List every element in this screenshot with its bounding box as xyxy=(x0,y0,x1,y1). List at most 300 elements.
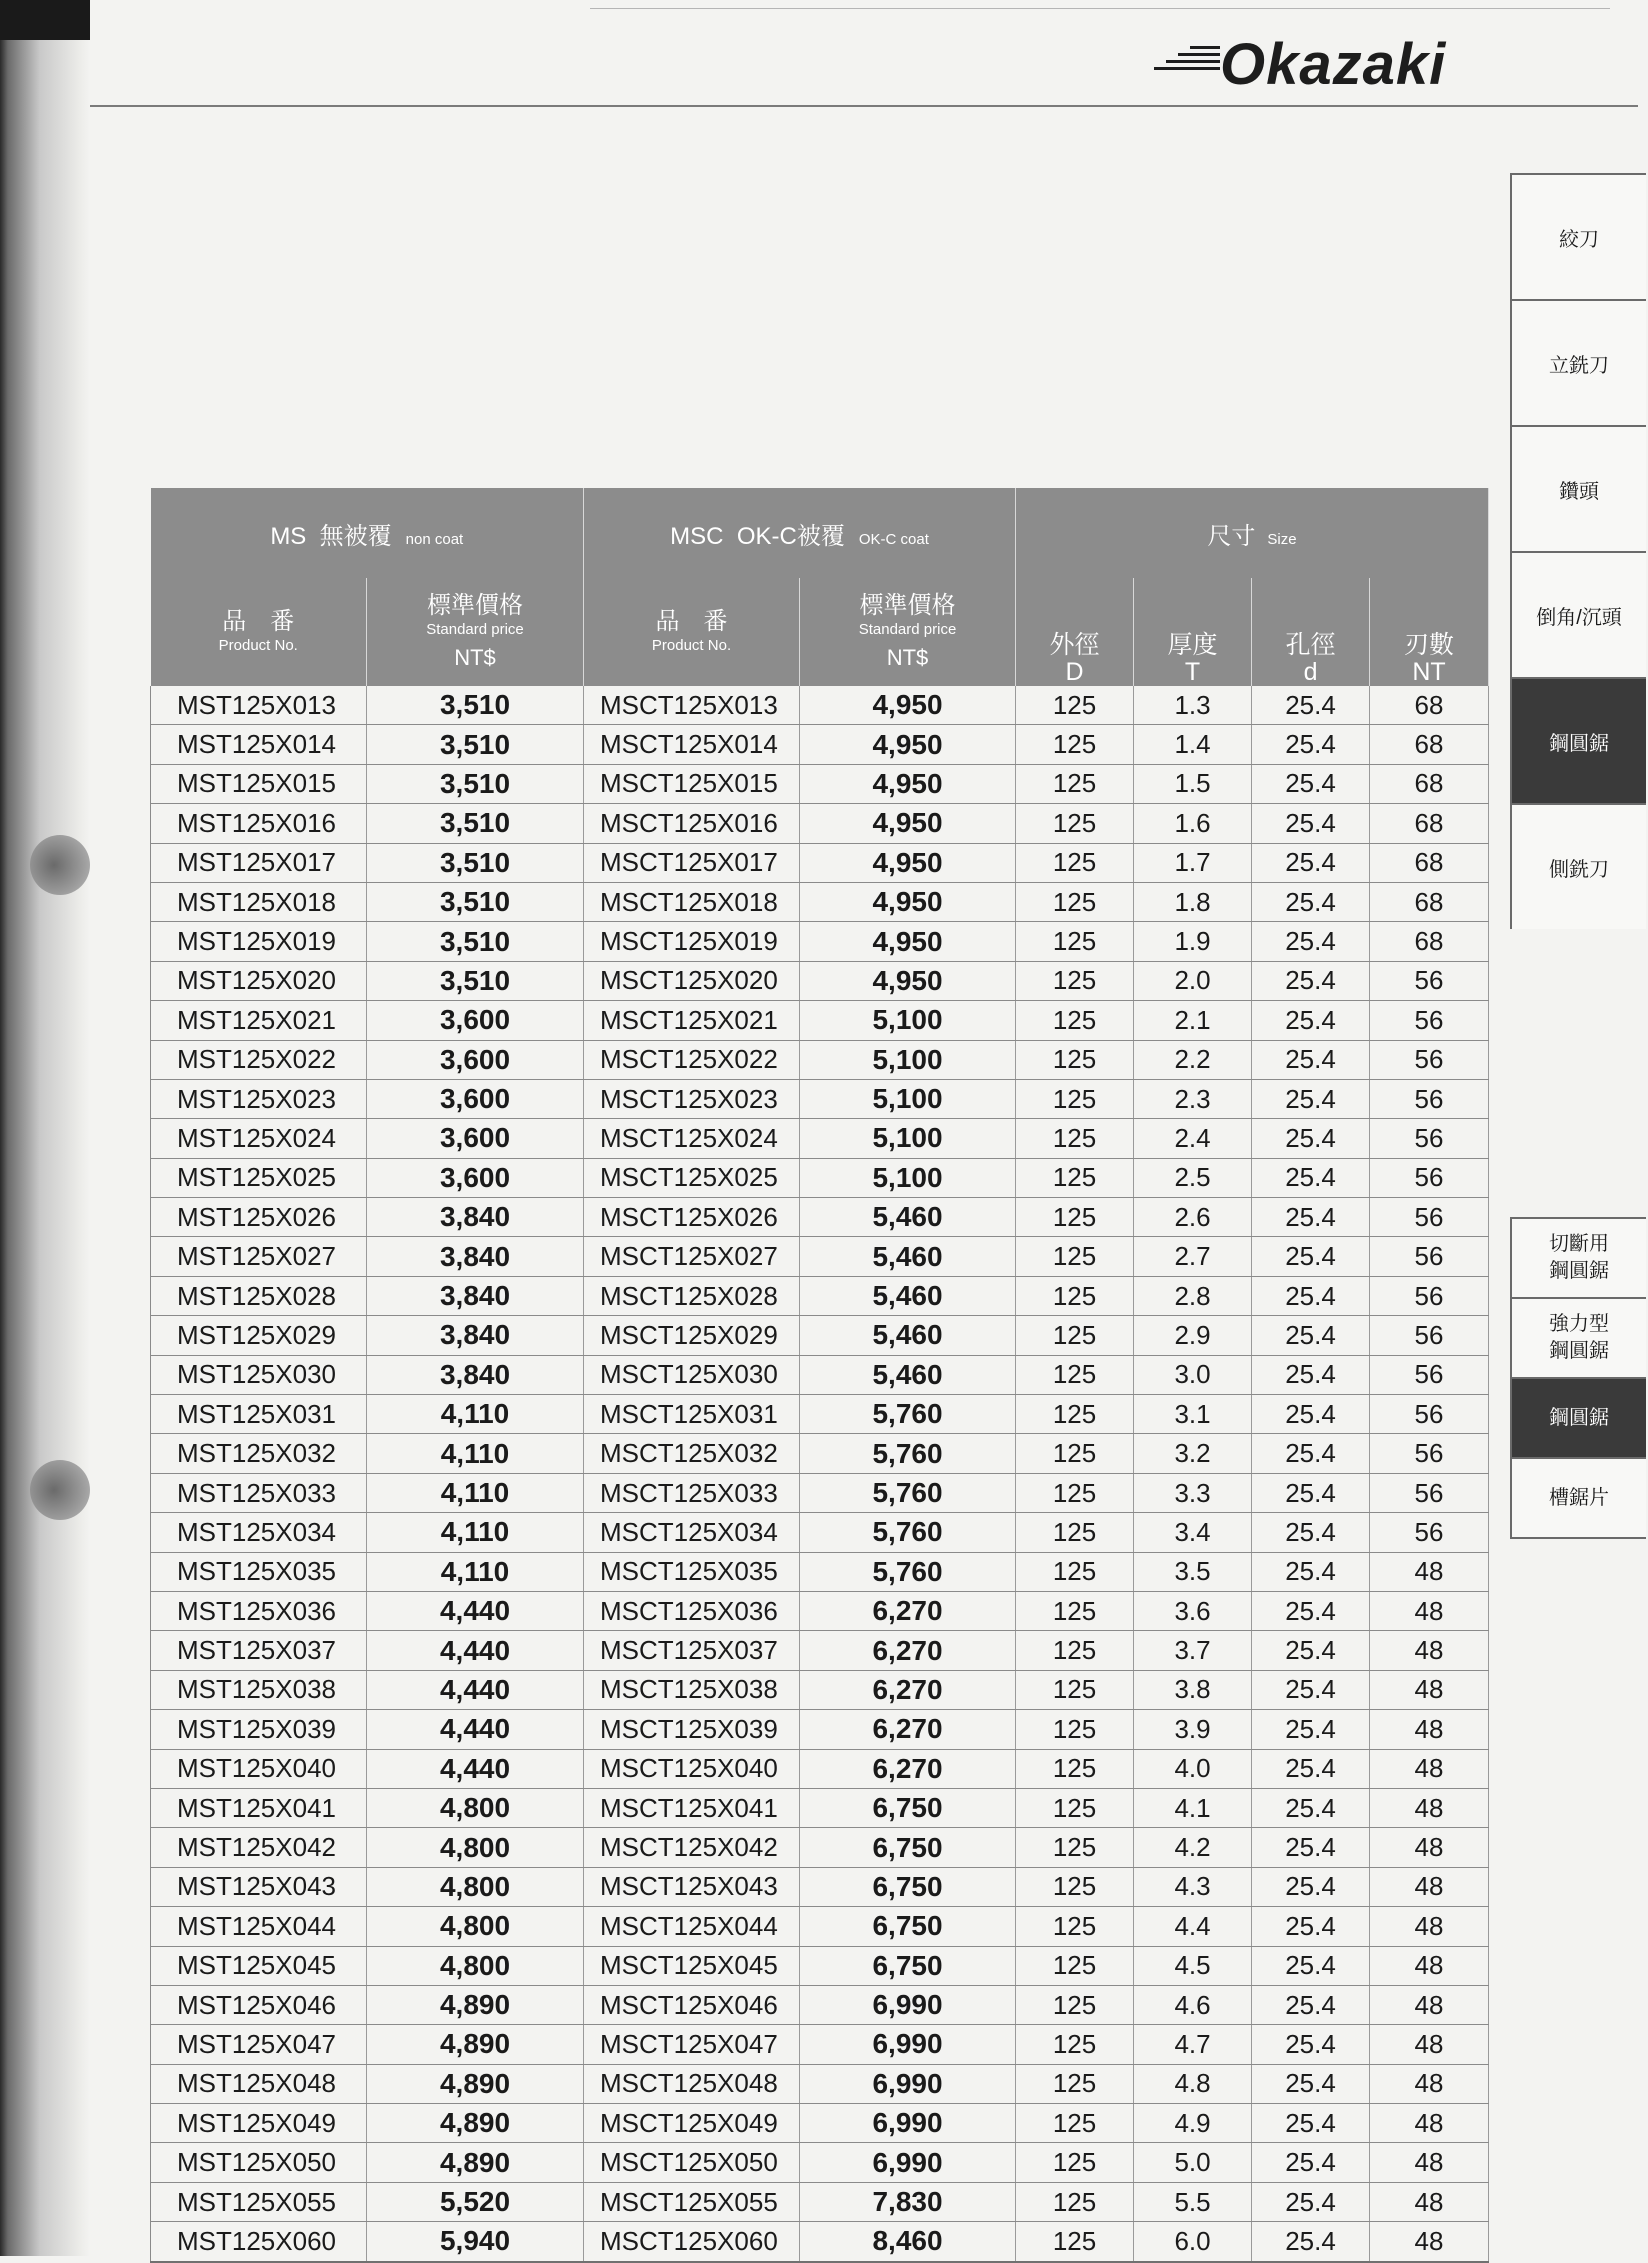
bore-cell: 25.4 xyxy=(1252,1749,1370,1788)
bore-cell: 25.4 xyxy=(1252,1119,1370,1158)
table-row xyxy=(151,1237,1489,1276)
outer-diameter-cell: 125 xyxy=(1016,1316,1134,1355)
msc-price-cell: 5,460 xyxy=(800,1355,1016,1394)
thickness-cell: 4.3 xyxy=(1134,1867,1252,1906)
outer-diameter-cell: 125 xyxy=(1016,1434,1134,1473)
thickness-cell: 1.4 xyxy=(1134,725,1252,764)
table-row xyxy=(151,882,1489,921)
ms-price-cell: 4,800 xyxy=(367,1907,584,1946)
outer-diameter-cell: 125 xyxy=(1016,2182,1134,2221)
ms-price-cell: 4,800 xyxy=(367,1867,584,1906)
msc-price-cell: 6,750 xyxy=(800,1788,1016,1827)
ms-price-cell: 4,440 xyxy=(367,1670,584,1709)
ms-product-no-cell: MST125X041 xyxy=(151,1788,367,1827)
msc-price-cell: 5,100 xyxy=(800,1079,1016,1118)
ms-product-no-cell: MST125X055 xyxy=(151,2182,367,2221)
table-row xyxy=(151,1591,1489,1630)
product-no-en: Product No. xyxy=(218,637,298,654)
outer-diameter-cell: 125 xyxy=(1016,1119,1134,1158)
outer-diameter-cell: 125 xyxy=(1016,1001,1134,1040)
bore-cell: 25.4 xyxy=(1252,1670,1370,1709)
binder-hole xyxy=(30,1460,90,1520)
table-row xyxy=(151,2182,1489,2221)
table-row xyxy=(151,1749,1489,1788)
price-table-body xyxy=(151,686,1489,2262)
category-tabs xyxy=(1510,173,1646,929)
ms-product-no-cell: MST125X022 xyxy=(151,1040,367,1079)
side-tab-4[interactable]: 鋼圓鋸 xyxy=(1512,677,1646,803)
teeth-cell: 56 xyxy=(1370,1040,1489,1079)
msc-product-no-cell: MSCT125X024 xyxy=(584,1119,800,1158)
ms-price-cell: 4,890 xyxy=(367,2025,584,2064)
bore-cell: 25.4 xyxy=(1252,1828,1370,1867)
bore-cell: 25.4 xyxy=(1252,2222,1370,2262)
msc-price-cell: 6,270 xyxy=(800,1710,1016,1749)
price-table xyxy=(150,488,1489,2263)
bore-cell: 25.4 xyxy=(1252,1473,1370,1512)
thickness-cell: 3.2 xyxy=(1134,1434,1252,1473)
book-binding-shadow xyxy=(0,0,90,2256)
teeth-cell: 48 xyxy=(1370,1552,1489,1591)
bore-cell: 25.4 xyxy=(1252,1237,1370,1276)
bore-cell: 25.4 xyxy=(1252,1907,1370,1946)
ms-product-no-header xyxy=(151,578,367,686)
ms-product-no-cell: MST125X048 xyxy=(151,2064,367,2103)
bore-cell: 25.4 xyxy=(1252,1591,1370,1630)
table-row xyxy=(151,1946,1489,1985)
table-row xyxy=(151,1907,1489,1946)
ms-price-cell: 4,890 xyxy=(367,2104,584,2143)
ms-product-no-cell: MST125X043 xyxy=(151,1867,367,1906)
bore-cell: 25.4 xyxy=(1252,2104,1370,2143)
bore-cell: 25.4 xyxy=(1252,1985,1370,2024)
msc-price-cell: 5,760 xyxy=(800,1473,1016,1512)
thickness-cell: 4.0 xyxy=(1134,1749,1252,1788)
teeth-cell: 56 xyxy=(1370,1316,1489,1355)
thickness-cell: 3.7 xyxy=(1134,1631,1252,1670)
msc-product-no-cell: MSCT125X038 xyxy=(584,1670,800,1709)
bore-cell: 25.4 xyxy=(1252,961,1370,1000)
teeth-cell: 68 xyxy=(1370,922,1489,961)
table-row xyxy=(151,1316,1489,1355)
bore-cell: 25.4 xyxy=(1252,2143,1370,2182)
teeth-cell: 56 xyxy=(1370,1158,1489,1197)
ms-price-cell: 4,110 xyxy=(367,1395,584,1434)
msc-product-no-cell: MSCT125X049 xyxy=(584,2104,800,2143)
dim-zh: 孔徑 xyxy=(1285,631,1336,659)
bore-cell: 25.4 xyxy=(1252,1355,1370,1394)
outer-diameter-cell: 125 xyxy=(1016,1788,1134,1827)
ms-product-no-cell: MST125X040 xyxy=(151,1749,367,1788)
thickness-cell: 5.0 xyxy=(1134,2143,1252,2182)
teeth-cell: 68 xyxy=(1370,843,1489,882)
msc-product-no-cell: MSCT125X025 xyxy=(584,1158,800,1197)
outer-diameter-cell: 125 xyxy=(1016,882,1134,921)
price-en: Standard price xyxy=(426,621,524,638)
ms-coat-zh: 無被覆 xyxy=(319,522,392,550)
thickness-cell: 6.0 xyxy=(1134,2222,1252,2262)
ms-product-no-cell: MST125X044 xyxy=(151,1907,367,1946)
msc-price-cell: 4,950 xyxy=(800,882,1016,921)
msc-product-no-cell: MSCT125X043 xyxy=(584,1867,800,1906)
ms-price-cell: 4,890 xyxy=(367,2064,584,2103)
msc-price-cell: 4,950 xyxy=(800,961,1016,1000)
table-row xyxy=(151,1473,1489,1512)
msc-product-no-cell: MSCT125X035 xyxy=(584,1552,800,1591)
ms-product-no-cell: MST125X045 xyxy=(151,1946,367,1985)
teeth-cell: 48 xyxy=(1370,1749,1489,1788)
msc-price-cell: 6,270 xyxy=(800,1591,1016,1630)
thickness-cell: 3.4 xyxy=(1134,1513,1252,1552)
msc-product-no-cell: MSCT125X023 xyxy=(584,1079,800,1118)
ms-product-no-cell: MST125X027 xyxy=(151,1237,367,1276)
msc-product-no-cell: MSCT125X028 xyxy=(584,1276,800,1315)
size-group-header xyxy=(1016,488,1489,578)
thickness-cell: 4.6 xyxy=(1134,1985,1252,2024)
outer-diameter-cell: 125 xyxy=(1016,1591,1134,1630)
msc-price-cell: 6,990 xyxy=(800,2104,1016,2143)
msc-price-cell: 7,830 xyxy=(800,2182,1016,2221)
thickness-cell: 4.4 xyxy=(1134,1907,1252,1946)
thickness-cell: 1.6 xyxy=(1134,804,1252,843)
bore-cell: 25.4 xyxy=(1252,1946,1370,1985)
table-row xyxy=(151,725,1489,764)
ms-product-no-cell: MST125X049 xyxy=(151,2104,367,2143)
ms-product-no-cell: MST125X060 xyxy=(151,2222,367,2262)
msc-product-no-cell: MSCT125X034 xyxy=(584,1513,800,1552)
teeth-cell: 48 xyxy=(1370,2025,1489,2064)
ms-product-no-cell: MST125X035 xyxy=(151,1552,367,1591)
msc-product-no-cell: MSCT125X021 xyxy=(584,1001,800,1040)
teeth-cell: 56 xyxy=(1370,1276,1489,1315)
size-zh: 尺寸 xyxy=(1207,522,1256,550)
ms-product-no-cell: MST125X034 xyxy=(151,1513,367,1552)
ms-price-header xyxy=(367,578,584,686)
outer-diameter-cell: 125 xyxy=(1016,1513,1134,1552)
product-no-zh: 品 番 xyxy=(222,608,295,635)
msc-product-no-cell: MSCT125X029 xyxy=(584,1316,800,1355)
thickness-cell: 1.3 xyxy=(1134,686,1252,725)
outer-diameter-cell: 125 xyxy=(1016,686,1134,725)
outer-diameter-cell: 125 xyxy=(1016,1079,1134,1118)
side-tab-1[interactable]: 立銑刀 xyxy=(1512,299,1646,425)
sub-tab-1[interactable]: 強力型 鋼圓鋸 xyxy=(1512,1297,1646,1377)
ms-price-cell: 4,440 xyxy=(367,1591,584,1630)
msc-price-cell: 4,950 xyxy=(800,843,1016,882)
table-row xyxy=(151,804,1489,843)
dim-sym: NT xyxy=(1412,658,1446,686)
msc-product-no-cell: MSCT125X020 xyxy=(584,961,800,1000)
bore-cell: 25.4 xyxy=(1252,804,1370,843)
dim-header-nt xyxy=(1370,578,1489,686)
bore-cell: 25.4 xyxy=(1252,1552,1370,1591)
teeth-cell: 48 xyxy=(1370,2182,1489,2221)
ms-price-cell: 4,440 xyxy=(367,1631,584,1670)
teeth-cell: 48 xyxy=(1370,1788,1489,1827)
ms-price-cell: 3,510 xyxy=(367,882,584,921)
table-row xyxy=(151,961,1489,1000)
side-tab-2[interactable]: 鑽頭 xyxy=(1512,425,1646,551)
bore-cell: 25.4 xyxy=(1252,1788,1370,1827)
table-row xyxy=(151,2025,1489,2064)
teeth-cell: 56 xyxy=(1370,1473,1489,1512)
ms-product-no-cell: MST125X037 xyxy=(151,1631,367,1670)
side-tab-5[interactable]: 側銑刀 xyxy=(1512,803,1646,929)
ms-product-no-cell: MST125X026 xyxy=(151,1198,367,1237)
ms-price-cell: 3,600 xyxy=(367,1079,584,1118)
ms-price-cell: 4,110 xyxy=(367,1552,584,1591)
sub-tab-0[interactable]: 切斷用 鋼圓鋸 xyxy=(1512,1217,1646,1297)
ms-product-no-cell: MST125X029 xyxy=(151,1316,367,1355)
msc-coat-zh: OK-C被覆 xyxy=(736,522,845,550)
msc-price-header xyxy=(800,578,1016,686)
outer-diameter-cell: 125 xyxy=(1016,1907,1134,1946)
teeth-cell: 68 xyxy=(1370,764,1489,803)
msc-product-no-cell: MSCT125X027 xyxy=(584,1237,800,1276)
msc-price-cell: 6,750 xyxy=(800,1907,1016,1946)
teeth-cell: 48 xyxy=(1370,1946,1489,1985)
teeth-cell: 56 xyxy=(1370,1434,1489,1473)
msc-price-cell: 4,950 xyxy=(800,764,1016,803)
msc-price-cell: 4,950 xyxy=(800,725,1016,764)
binder-hole xyxy=(30,835,90,895)
ms-price-cell: 4,440 xyxy=(367,1749,584,1788)
outer-diameter-cell: 125 xyxy=(1016,843,1134,882)
table-row xyxy=(151,2104,1489,2143)
msc-product-no-cell: MSCT125X060 xyxy=(584,2222,800,2262)
thickness-cell: 2.8 xyxy=(1134,1276,1252,1315)
thickness-cell: 4.7 xyxy=(1134,2025,1252,2064)
outer-diameter-cell: 125 xyxy=(1016,2222,1134,2262)
msc-product-no-cell: MSCT125X022 xyxy=(584,1040,800,1079)
table-row xyxy=(151,922,1489,961)
ms-product-no-cell: MST125X028 xyxy=(151,1276,367,1315)
outer-diameter-cell: 125 xyxy=(1016,1828,1134,1867)
ms-product-no-cell: MST125X023 xyxy=(151,1079,367,1118)
msc-price-cell: 4,950 xyxy=(800,804,1016,843)
msc-product-no-cell: MSCT125X046 xyxy=(584,1985,800,2024)
logo-mark-icon xyxy=(1150,42,1220,86)
sub-tab-3[interactable]: 槽鋸片 xyxy=(1512,1457,1646,1537)
ms-product-no-cell: MST125X047 xyxy=(151,2025,367,2064)
subcategory-tabs xyxy=(1510,1217,1646,1539)
ms-product-no-cell: MST125X032 xyxy=(151,1434,367,1473)
ms-product-no-cell: MST125X020 xyxy=(151,961,367,1000)
ms-product-no-cell: MST125X014 xyxy=(151,725,367,764)
ms-product-no-cell: MST125X013 xyxy=(151,686,367,725)
table-row xyxy=(151,1040,1489,1079)
bore-cell: 25.4 xyxy=(1252,1434,1370,1473)
teeth-cell: 56 xyxy=(1370,961,1489,1000)
outer-diameter-cell: 125 xyxy=(1016,1198,1134,1237)
okazaki-logo xyxy=(1150,30,1490,100)
outer-diameter-cell: 125 xyxy=(1016,2064,1134,2103)
table-row xyxy=(151,686,1489,725)
ms-price-cell: 3,600 xyxy=(367,1119,584,1158)
bore-cell: 25.4 xyxy=(1252,1316,1370,1355)
outer-diameter-cell: 125 xyxy=(1016,804,1134,843)
thickness-cell: 1.8 xyxy=(1134,882,1252,921)
bore-cell: 25.4 xyxy=(1252,1710,1370,1749)
ms-price-cell: 4,890 xyxy=(367,1985,584,2024)
outer-diameter-cell: 125 xyxy=(1016,2025,1134,2064)
ms-price-cell: 3,600 xyxy=(367,1158,584,1197)
msc-product-no-cell: MSCT125X040 xyxy=(584,1749,800,1788)
outer-diameter-cell: 125 xyxy=(1016,1355,1134,1394)
teeth-cell: 56 xyxy=(1370,1119,1489,1158)
outer-diameter-cell: 125 xyxy=(1016,1158,1134,1197)
ms-product-no-cell: MST125X031 xyxy=(151,1395,367,1434)
teeth-cell: 48 xyxy=(1370,1631,1489,1670)
sub-tab-2[interactable]: 鋼圓鋸 xyxy=(1512,1377,1646,1457)
teeth-cell: 48 xyxy=(1370,1828,1489,1867)
bore-cell: 25.4 xyxy=(1252,1040,1370,1079)
table-row xyxy=(151,1119,1489,1158)
ms-price-cell: 3,510 xyxy=(367,725,584,764)
msc-price-cell: 6,750 xyxy=(800,1946,1016,1985)
msc-product-no-cell: MSCT125X018 xyxy=(584,882,800,921)
table-row xyxy=(151,1788,1489,1827)
ms-price-cell: 4,440 xyxy=(367,1710,584,1749)
ms-product-no-cell: MST125X030 xyxy=(151,1355,367,1394)
msc-price-cell: 5,760 xyxy=(800,1513,1016,1552)
ms-price-cell: 4,800 xyxy=(367,1946,584,1985)
msc-product-no-header xyxy=(584,578,800,686)
bore-cell: 25.4 xyxy=(1252,843,1370,882)
binding-top-shadow xyxy=(0,0,90,40)
teeth-cell: 48 xyxy=(1370,2143,1489,2182)
teeth-cell: 56 xyxy=(1370,1001,1489,1040)
header-rule xyxy=(90,105,1638,107)
thickness-cell: 1.9 xyxy=(1134,922,1252,961)
thickness-cell: 3.3 xyxy=(1134,1473,1252,1512)
outer-diameter-cell: 125 xyxy=(1016,1670,1134,1709)
ms-price-cell: 3,510 xyxy=(367,686,584,725)
logo-text: Okazaki xyxy=(1220,32,1447,97)
ms-price-cell: 4,110 xyxy=(367,1513,584,1552)
thickness-cell: 4.5 xyxy=(1134,1946,1252,1985)
ms-price-cell: 3,840 xyxy=(367,1355,584,1394)
msc-price-cell: 5,460 xyxy=(800,1276,1016,1315)
msc-group-header xyxy=(584,488,1016,578)
ms-product-no-cell: MST125X050 xyxy=(151,2143,367,2182)
side-tab-3[interactable]: 倒角/沉頭 xyxy=(1512,551,1646,677)
msc-price-cell: 6,270 xyxy=(800,1749,1016,1788)
ms-price-cell: 4,890 xyxy=(367,2143,584,2182)
ms-code: MS xyxy=(270,522,307,550)
msc-product-no-cell: MSCT125X037 xyxy=(584,1631,800,1670)
bore-cell: 25.4 xyxy=(1252,2025,1370,2064)
side-tab-0[interactable]: 絞刀 xyxy=(1512,173,1646,299)
teeth-cell: 48 xyxy=(1370,1907,1489,1946)
table-row xyxy=(151,1828,1489,1867)
ms-price-cell: 3,840 xyxy=(367,1237,584,1276)
table-row xyxy=(151,1552,1489,1591)
thickness-cell: 4.9 xyxy=(1134,2104,1252,2143)
thickness-cell: 5.5 xyxy=(1134,2182,1252,2221)
msc-product-no-cell: MSCT125X014 xyxy=(584,725,800,764)
table-row xyxy=(151,1513,1489,1552)
bore-cell: 25.4 xyxy=(1252,1631,1370,1670)
table-row xyxy=(151,843,1489,882)
product-no-en: Product No. xyxy=(651,637,732,654)
msc-product-no-cell: MSCT125X048 xyxy=(584,2064,800,2103)
teeth-cell: 56 xyxy=(1370,1355,1489,1394)
msc-product-no-cell: MSCT125X045 xyxy=(584,1946,800,1985)
thickness-cell: 2.7 xyxy=(1134,1237,1252,1276)
bore-cell: 25.4 xyxy=(1252,1276,1370,1315)
teeth-cell: 48 xyxy=(1370,1591,1489,1630)
dim-header-d xyxy=(1016,578,1134,686)
outer-diameter-cell: 125 xyxy=(1016,1631,1134,1670)
table-row xyxy=(151,1985,1489,2024)
ms-price-cell: 5,940 xyxy=(367,2222,584,2262)
table-row xyxy=(151,1867,1489,1906)
msc-price-cell: 6,750 xyxy=(800,1867,1016,1906)
teeth-cell: 68 xyxy=(1370,882,1489,921)
price-unit: NT$ xyxy=(454,645,496,670)
msc-price-cell: 5,760 xyxy=(800,1552,1016,1591)
dim-zh: 刃數 xyxy=(1404,631,1455,659)
msc-product-no-cell: MSCT125X031 xyxy=(584,1395,800,1434)
ms-price-cell: 3,510 xyxy=(367,843,584,882)
ms-price-cell: 3,510 xyxy=(367,922,584,961)
msc-product-no-cell: MSCT125X026 xyxy=(584,1198,800,1237)
msc-price-cell: 6,990 xyxy=(800,1985,1016,2024)
thickness-cell: 4.2 xyxy=(1134,1828,1252,1867)
outer-diameter-cell: 125 xyxy=(1016,1040,1134,1079)
msc-product-no-cell: MSCT125X036 xyxy=(584,1591,800,1630)
outer-diameter-cell: 125 xyxy=(1016,1276,1134,1315)
thickness-cell: 3.8 xyxy=(1134,1670,1252,1709)
ms-product-no-cell: MST125X039 xyxy=(151,1710,367,1749)
header-rule-top xyxy=(590,8,1610,9)
table-row xyxy=(151,1079,1489,1118)
msc-product-no-cell: MSCT125X030 xyxy=(584,1355,800,1394)
outer-diameter-cell: 125 xyxy=(1016,1985,1134,2024)
msc-price-cell: 8,460 xyxy=(800,2222,1016,2262)
outer-diameter-cell: 125 xyxy=(1016,1867,1134,1906)
ms-price-cell: 3,510 xyxy=(367,804,584,843)
ms-product-no-cell: MST125X046 xyxy=(151,1985,367,2024)
ms-product-no-cell: MST125X042 xyxy=(151,1828,367,1867)
thickness-cell: 4.8 xyxy=(1134,2064,1252,2103)
teeth-cell: 68 xyxy=(1370,725,1489,764)
thickness-cell: 2.3 xyxy=(1134,1079,1252,1118)
table-row xyxy=(151,1434,1489,1473)
msc-price-cell: 5,100 xyxy=(800,1001,1016,1040)
table-row xyxy=(151,1710,1489,1749)
dim-header-t xyxy=(1134,578,1252,686)
thickness-cell: 3.1 xyxy=(1134,1395,1252,1434)
msc-product-no-cell: MSCT125X033 xyxy=(584,1473,800,1512)
msc-product-no-cell: MSCT125X032 xyxy=(584,1434,800,1473)
teeth-cell: 56 xyxy=(1370,1237,1489,1276)
msc-product-no-cell: MSCT125X055 xyxy=(584,2182,800,2221)
thickness-cell: 3.6 xyxy=(1134,1591,1252,1630)
ms-price-cell: 3,840 xyxy=(367,1276,584,1315)
ms-product-no-cell: MST125X033 xyxy=(151,1473,367,1512)
size-en: Size xyxy=(1267,530,1297,548)
bore-cell: 25.4 xyxy=(1252,1867,1370,1906)
outer-diameter-cell: 125 xyxy=(1016,1946,1134,1985)
outer-diameter-cell: 125 xyxy=(1016,2104,1134,2143)
ms-product-no-cell: MST125X018 xyxy=(151,882,367,921)
msc-product-no-cell: MSCT125X044 xyxy=(584,1907,800,1946)
msc-coat-en: OK-C coat xyxy=(858,530,929,548)
msc-product-no-cell: MSCT125X019 xyxy=(584,922,800,961)
thickness-cell: 2.1 xyxy=(1134,1001,1252,1040)
